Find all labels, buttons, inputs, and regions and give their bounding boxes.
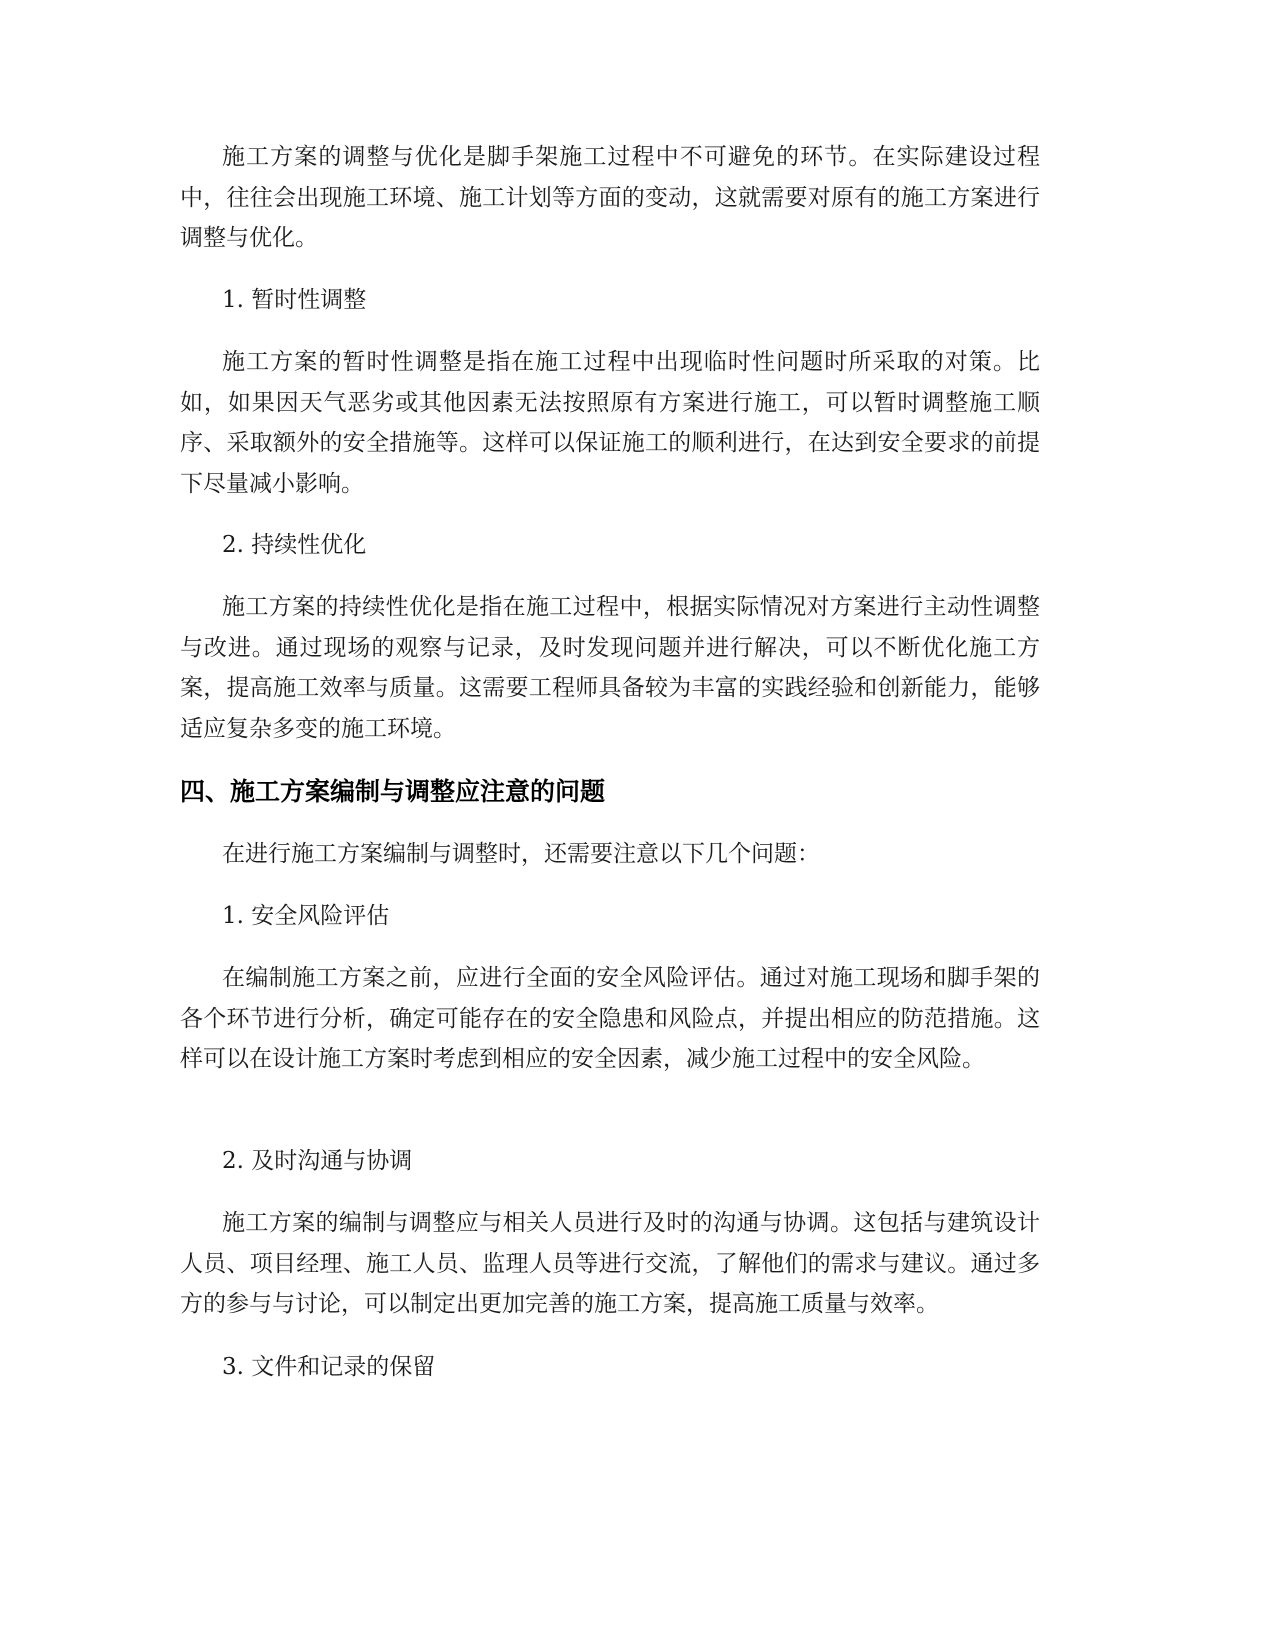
list-item-title: 2. 及时沟通与协调 xyxy=(222,1148,413,1174)
list-item-title: 3. 文件和记录的保留 xyxy=(222,1354,436,1380)
list-item-title: 2. 持续性优化 xyxy=(222,532,367,558)
list-item-title: 1. 暂时性调整 xyxy=(222,287,367,313)
list-item-body: 施工方案的编制与调整应与相关人员进行及时的沟通与协调。这包括与建筑设计人员、项目经理、施工人员、监理人员等进行交流，了解他们的需求与建议。通过多方的参与与讨论，可以制定出更加完善的施工方案，提高施工质量与效率。 xyxy=(180,1210,1040,1317)
list-item-body: 施工方案的暂时性调整是指在施工过程中出现临时性问题时所采取的对策。比如，如果因天气恶劣或其他因素无法按照原有方案进行施工，可以暂时调整施工顺序、采取额外的安全措施等。这样可以保证施工的顺利进行，在达到安全要求的前提下尽量减小影响。 xyxy=(180,349,1040,497)
list-item-body: 施工方案的持续性优化是指在施工过程中，根据实际情况对方案进行主动性调整与改进。通过现场的观察与记录，及时发现问题并进行解决，可以不断优化施工方案，提高施工效率与质量。这需要工程师具备较为丰富的实践经验和创新能力，能够适应复杂多变的施工环境。 xyxy=(180,594,1040,742)
list-item-body: 在编制施工方案之前，应进行全面的安全风险评估。通过对施工现场和脚手架的各个环节进行分析，确定可能存在的安全隐患和风险点，并提出相应的防范措施。这样可以在设计施工方案时考虑到相应的安全因素，减少施工过程中的安全风险。 xyxy=(180,965,1040,1072)
section-intro: 在进行施工方案编制与调整时，还需要注意以下几个问题： xyxy=(222,841,820,867)
intro-paragraph: 施工方案的调整与优化是脚手架施工过程中不可避免的环节。在实际建设过程中，往往会出现施工环境、施工计划等方面的变动，这就需要对原有的施工方案进行调整与优化。 xyxy=(180,144,1040,251)
section-heading: 四、施工方案编制与调整应注意的问题 xyxy=(180,777,606,806)
list-item-title: 1. 安全风险评估 xyxy=(222,903,390,929)
